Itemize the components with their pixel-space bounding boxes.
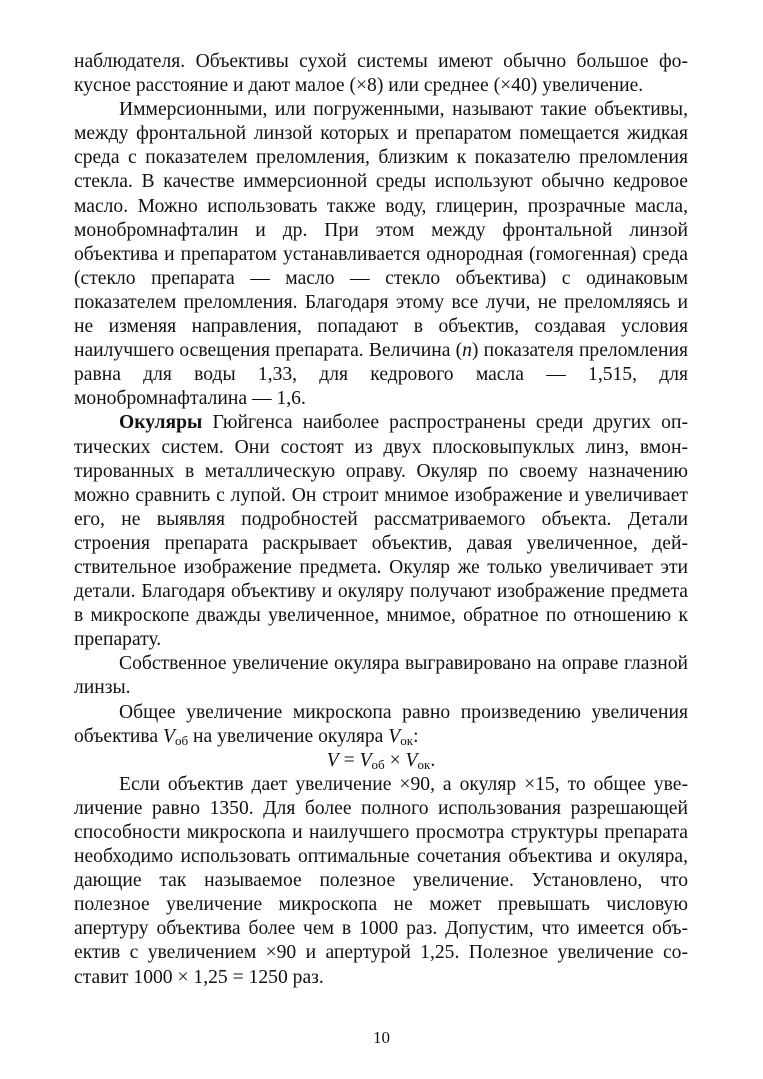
- formula-v: V: [326, 749, 339, 771]
- page-number: 10: [373, 1028, 390, 1047]
- paragraph-ocular-magnification: Собственное увеличение окуляра выгравировано на оправе глазной линзы.: [74, 653, 688, 699]
- formula-total-magnification: [74, 749, 688, 773]
- paragraph-objectives-dry: наблюдателя. Объективы сухой системы имеют обычно большое фокусное расстояние и дают малое (×8) или среднее (×40) увеличение.: [74, 51, 688, 97]
- paragraph-immersion: [74, 98, 688, 411]
- immersion-text-b: ) показателя преломления равна для воды 1,33, для кедрового масла — 1,515, для монобромнафталина — 1,6.: [74, 340, 688, 410]
- paragraph-oculars: [74, 411, 688, 652]
- subscript-objective: об: [174, 732, 189, 748]
- formula-v-objective: V: [359, 749, 372, 771]
- immersion-text-a: Иммерсионными, или погруженными, называют такие объективы, между фронтальной линзой которых и препаратом помещается жидкая среда с показателем преломления, близким к показателю преломления стекла. В качестве иммерсионной среды используют обычно кедровое масло. Можно использовать также воду, глицерин, прозрачные масла, монобромнафталин и др. При этом между фронтальной линзой объектива и препаратом устанавливается однородная (гомогенная) среда (стекло препарата — масло — стекло объектива) с одинаковым показателем преломления. Благодаря этому все лучи, не преломляясь и не изменяя направления, попадают в объектив, создавая условия наилучшего освещения препарата. Величина (: [74, 99, 688, 362]
- symbol-v-ocular: V: [388, 725, 401, 747]
- paragraph-total-magnification: [74, 701, 688, 749]
- symbol-v-objective: V: [163, 725, 175, 747]
- formula-v-ocular: V: [405, 749, 418, 771]
- subscript-ocular: ок: [400, 732, 414, 748]
- formula-equals: =: [338, 749, 360, 771]
- refractive-index-symbol: n: [462, 340, 472, 362]
- total-mag-text-b: на увеличение окуляра: [188, 725, 389, 747]
- page-body: [74, 50, 688, 990]
- term-oculars: Окуляры: [119, 412, 203, 434]
- oculars-text: Гюйгенса наиболее распространены среди других оптических систем. Они состоят из двух плосковыпуклых линз, вмонтированных в металлическую оправу. Окуляр по своему назначению можно сравнить с лупой. Он строит мнимое изображение и увеличивает его, не выявляя подробностей рассматриваемого объекта. Детали строения препарата раскрывает объектив, давая увеличенное, действительное изображение предмета. Окуляр же только увеличивает эти детали. Благодаря объективу и окуляру получают изображение предмета в микроскопе дважды увеличенное, мнимое, обратное по отношению к препарату.: [74, 412, 688, 651]
- total-mag-text-c: :: [413, 725, 419, 747]
- formula-subscript-ocular: ок: [417, 756, 431, 772]
- formula-end: .: [430, 749, 436, 771]
- paragraph-useful-magnification: Если объектив дает увеличение ×90, а окуляр ×15, то общее увеличение равно 1350. Для более полного использования разрешающей способности микроскопа и наилучшего просмотра структуры препарата необходимо использовать оптимальные сочетания объектива и окуляра, дающие так называемое полезное увеличение. Установлено, что полезное увеличение микроскопа не может превышать числовую апертуру объектива более чем в 1000 раз. Допустим, что имеется объектив с увеличением ×90 и апертурой 1,25. Полезное увеличение составит 1000 × 1,25 = 1250 раз.: [74, 773, 688, 988]
- total-mag-text-a: Общее увеличение микроскопа равно произведению увеличения объектива: [74, 701, 688, 747]
- formula-times: ×: [384, 749, 406, 771]
- formula-subscript-objective: об: [371, 756, 385, 772]
